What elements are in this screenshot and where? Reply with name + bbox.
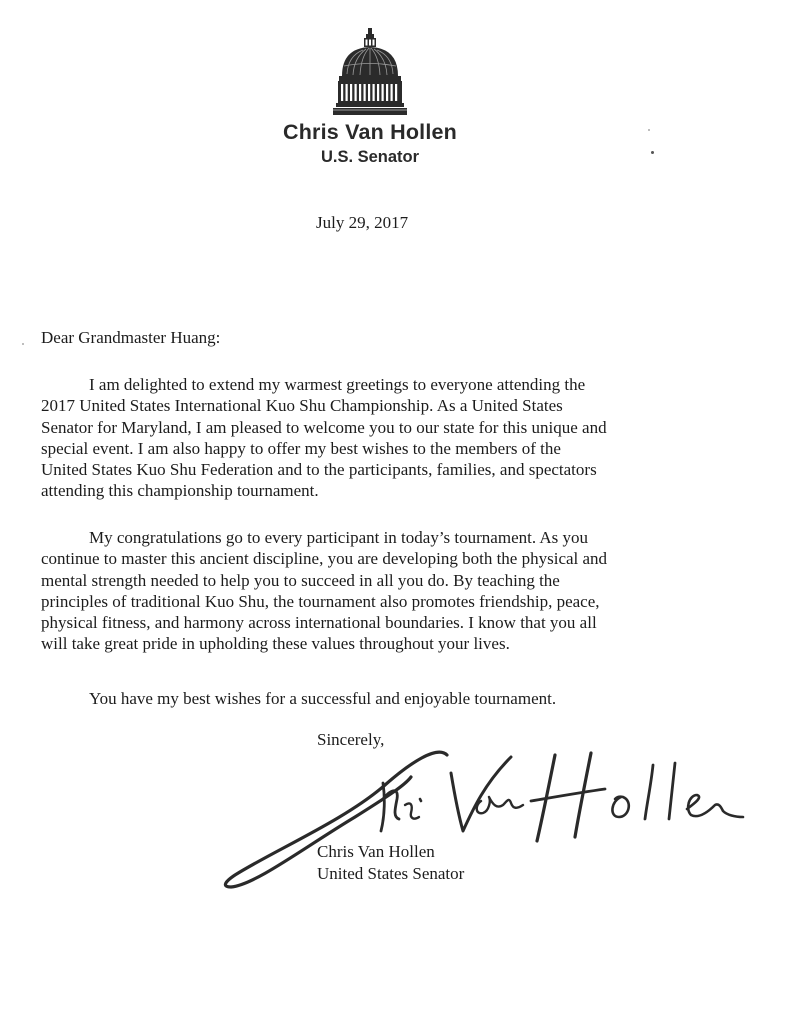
paragraph-line: My congratulations go to every participant in today’s tournament. As you [89,528,589,547]
paragraph-line: mental strength needed to help you to succeed in all you do. By teaching the [41,570,560,590]
body-paragraph [41,527,741,655]
paragraph-line: I am delighted to extend my warmest greetings to everyone attending the [89,375,586,394]
salutation: Dear Grandmaster Huang: [41,328,221,347]
paragraph-line: will take great pride in upholding these values throughout your lives. [41,634,510,654]
paragraph-line: 2017 United States International Kuo Shu Championship. As a United States [41,396,563,416]
scan-speck [648,129,650,131]
capitol-dome-icon [333,28,407,118]
closing: Sincerely, [317,730,385,749]
signatory-title: United States Senator [317,864,465,883]
signatory-name: Chris Van Hollen [317,842,435,861]
paragraph-line: United States Kuo Shu Federation and to the participants, families, and spectators [41,460,597,480]
body-paragraph [41,688,741,709]
paragraph-line: principles of traditional Kuo Shu, the tournament also promotes friendship, peace, [41,591,600,611]
paragraph-line: attending this championship tournament. [41,481,319,501]
paragraph-line: continue to master this ancient discipline, you are developing both the physical and [41,549,608,569]
letterhead-title: U.S. Senator [320,148,420,166]
paragraph-line: physical fitness, and harmony across international boundaries. I know that you all [41,613,597,633]
scan-speck [651,151,654,154]
letter-date: July 29, 2017 [316,213,409,232]
paragraph-line: special event. I am also happy to offer my best wishes to the members of the [41,438,561,458]
paragraph-line: Senator for Maryland, I am pleased to welcome you to our state for this unique and [41,417,607,437]
scan-speck [22,343,24,345]
handwritten-signature [215,735,755,895]
body-paragraph [41,374,741,502]
paragraph-line: You have my best wishes for a successful and enjoyable tournament. [89,689,557,708]
letterhead-name: Chris Van Hollen [282,120,458,144]
